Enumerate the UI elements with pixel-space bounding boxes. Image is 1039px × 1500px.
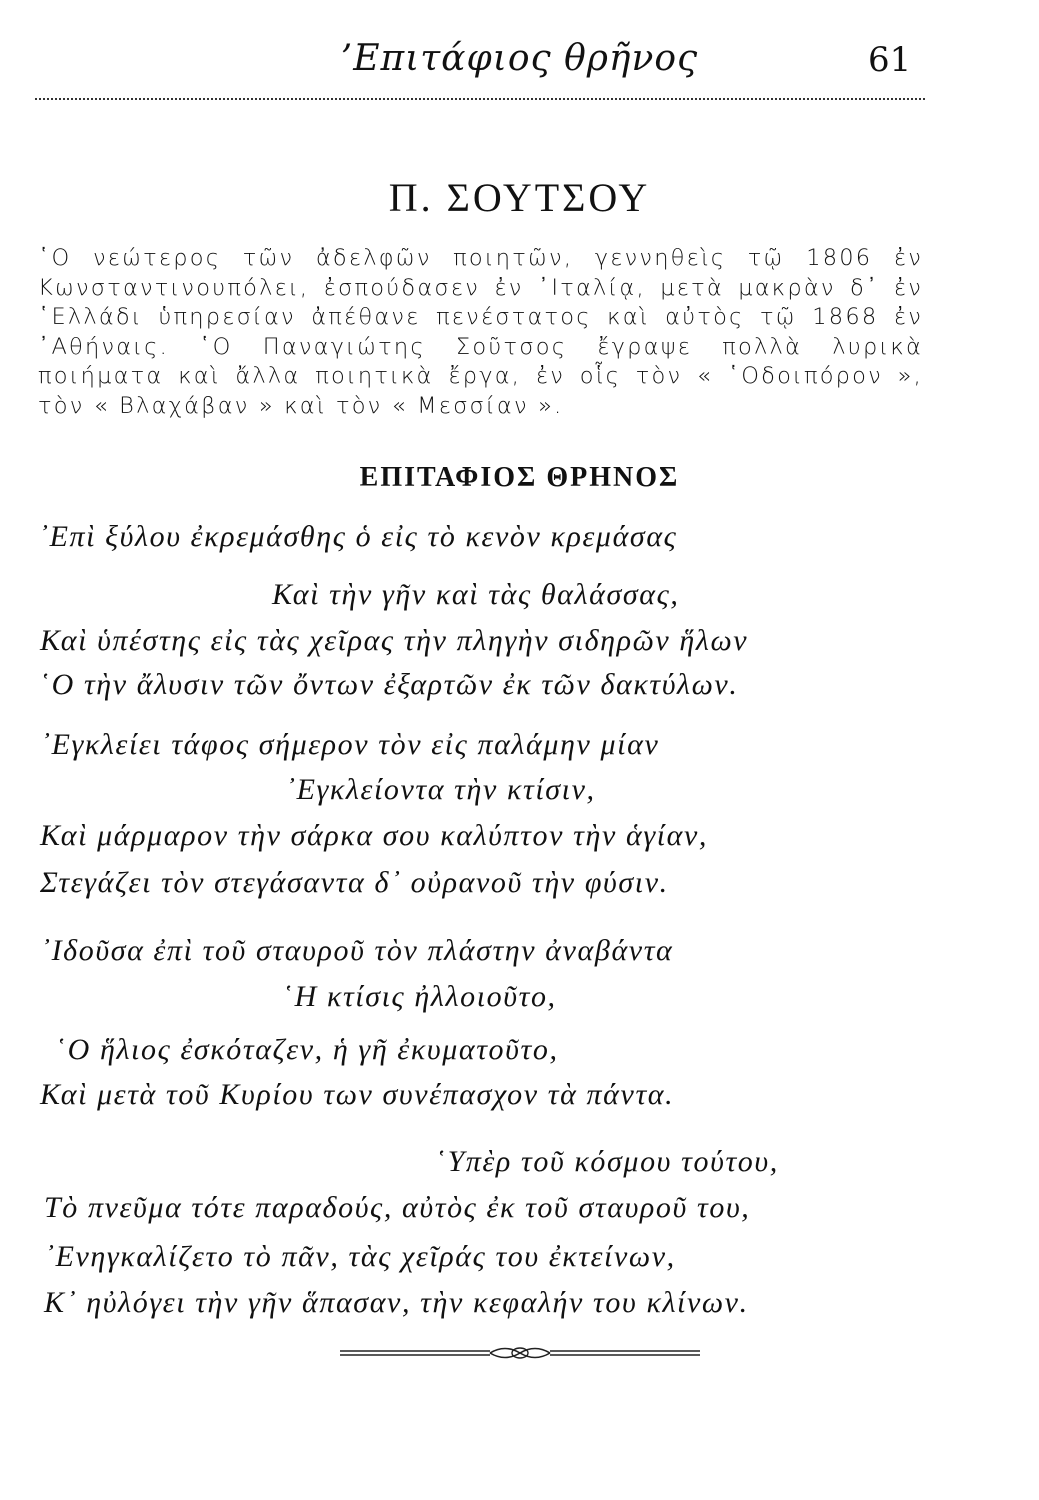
author-biography: ῾Ο νεώτερος τῶν ἀδελφῶν ποιητῶν, γεννηθεὶς τῷ 1806 ἐν Κωνσταντινουπόλει, ἐσπούδασεν ἐν ᾽Ιταλίᾳ, μετὰ μακρὰν δ᾽ ἐν ῾Ελλάδι ὑπηρεσίαν ἀπέθανε πενέστατος καὶ αὐτὸς τῷ 1868 ἐν ᾽Αθήναις. ῾Ο Παναγιώτης Σοῦτσος ἔγραψε πολλὰ λυρικὰ ποιήματα καὶ ἄλλα ποιητικὰ ἔργα, ἐν οἷς τὸν « ῾Οδοιπόρον », τὸν « Βλαχάβαν » καὶ τὸν « Μεσσίαν ».: [38, 245, 923, 419]
poem-line-8: Στεγάζει τὸν στεγάσαντα δ᾽ οὐρανοῦ τὴν φύσιν.: [40, 866, 669, 899]
poem-line-10: ῾Η κτίσις ἠλλοιοῦτο,: [283, 980, 557, 1013]
poem-line-9: ᾽Ιδοῦσα ἐπὶ τοῦ σταυροῦ τὸν πλάστην ἀναβάντα: [40, 934, 674, 967]
poem-line-5: ᾽Εγκλείει τάφος σήμερον τὸν εἰς παλάμην μίαν: [40, 728, 660, 761]
end-ornament: [340, 1342, 700, 1364]
author-heading: Π. ΣΟΥΤΣΟΥ: [388, 175, 651, 220]
poem-line-16: Κ᾽ ηὐλόγει τὴν γῆν ἅπασαν, τὴν κεφαλήν του κλίνων.: [44, 1286, 749, 1319]
poem-line-3: Καὶ ὑπέστης εἰς τὰς χεῖρας τὴν πληγὴν σιδηρῶν ἥλων: [40, 624, 749, 657]
poem-line-4: ῾Ο τὴν ἄλυσιν τῶν ὄντων ἐξαρτῶν ἐκ τῶν δακτύλων.: [40, 668, 739, 701]
poem-line-12: Καὶ μετὰ τοῦ Κυρίου των συνέπασχον τὰ πάντα.: [40, 1078, 675, 1111]
poem-line-13: ῾Υπὲρ τοῦ κόσμου τούτου,: [436, 1145, 779, 1178]
poem-line-6: ᾽Εγκλείοντα τὴν κτίσιν,: [285, 773, 596, 806]
running-title: ’Επιτάφιος θρῆνος: [340, 38, 699, 79]
page-number: 61: [868, 40, 912, 80]
poem-line-14: Τὸ πνεῦμα τότε παραδούς, αὐτὸς ἐκ τοῦ σταυροῦ του,: [44, 1191, 751, 1224]
poem-line-2: Καὶ τὴν γῆν καὶ τὰς θαλάσσας,: [272, 578, 680, 611]
header-rule: [35, 98, 925, 100]
poem-line-1: ᾽Επὶ ξύλου ἐκρεμάσθης ὁ εἰς τὸ κενὸν κρεμάσας: [38, 520, 678, 553]
poem-line-11: ῾Ο ἥλιος ἐσκόταζεν, ἡ γῆ ἐκυματοῦτο,: [56, 1033, 559, 1066]
poem-title: ΕΠΙΤΑΦΙΟΣ ΘΡΗΝΟΣ: [359, 462, 680, 493]
poem-line-15: ᾽Ενηγκαλίζετο τὸ πᾶν, τὰς χεῖράς του ἐκτείνων,: [44, 1240, 676, 1273]
poem-line-7: Καὶ μάρμαρον τὴν σάρκα σου καλύπτον τὴν ἁγίαν,: [40, 819, 709, 852]
